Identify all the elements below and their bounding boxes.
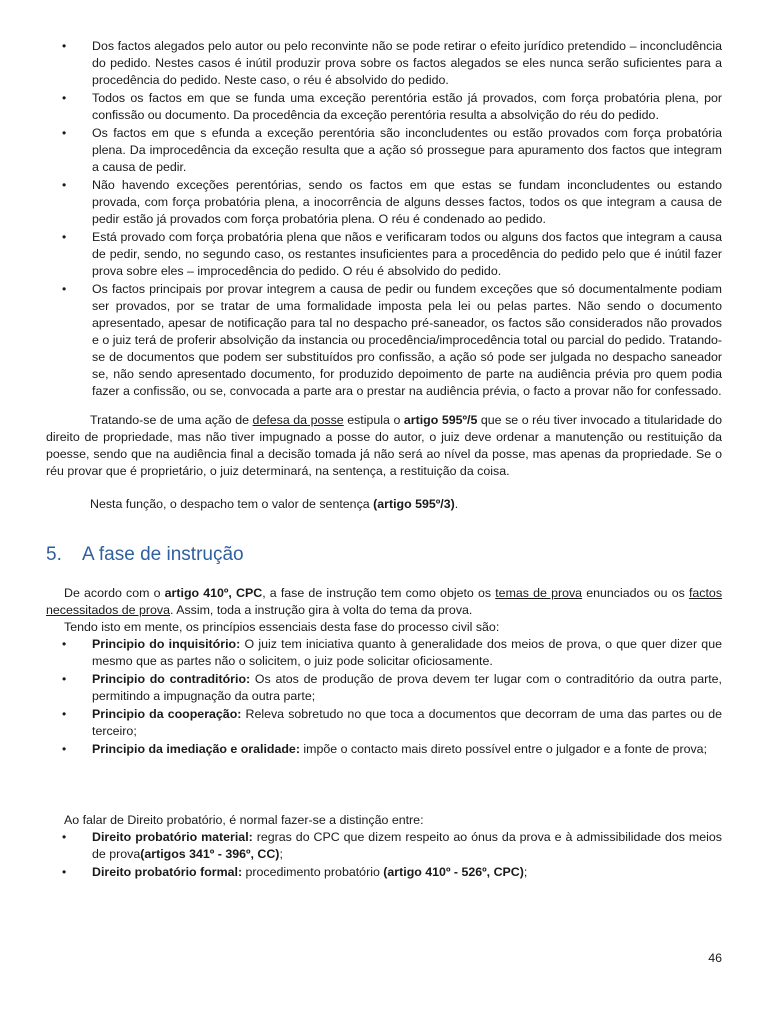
funcao-paragraph: Nesta função, o despacho tem o valor de sentença (artigo 595º/3). bbox=[90, 497, 459, 511]
bullet-icon: • bbox=[62, 830, 67, 844]
bullet-icon: • bbox=[62, 637, 67, 651]
section-title: A fase de instrução bbox=[82, 544, 244, 565]
bullet-icon: • bbox=[62, 230, 67, 244]
page-content bbox=[46, 38, 722, 882]
bullet-icon: • bbox=[62, 178, 67, 192]
list-item: • Principio da imediação e oralidade: impõe o contacto mais direto possível entre o julgador e a fonte de prova; bbox=[62, 742, 708, 756]
distinction-list bbox=[46, 829, 722, 881]
principios-intro: Tendo isto em mente, os princípios essenciais desta fase do processo civil são: bbox=[64, 620, 500, 634]
bullet-icon: • bbox=[62, 126, 67, 140]
instrucao-paragraph: De acordo com o artigo 410º, CPC, a fase de instrução tem como objeto os temas de prova enunciados ou os factos necessitados de prova. Assim, toda a instrução gira à volta do tema da prova. bbox=[46, 586, 723, 617]
page-number: 46 bbox=[708, 951, 722, 965]
consequences-list bbox=[46, 38, 722, 400]
bullet-icon: • bbox=[62, 282, 67, 296]
bullet-icon: • bbox=[62, 91, 67, 105]
list-item: • Não havendo exceções perentórias, sendo os factos em que estas se fundam inconcludentes ou estando provada, com força probatória plena, a inocorrência de alguns desses factos, todos os que integram a causa de pedir estão já provados com força probatória plena. O réu é condenado ao pedido. bbox=[62, 178, 722, 226]
list-item: • Está provado com força probatória plena que nãos e verificaram todos ou alguns dos factos que integram a causa de pedir, sendo, no segundo caso, os restantes insuficientes para a procedência do pedido pelo que é inútil fazer prova sobre eles – improcedência do pedido. O réu é absolvido do pedido. bbox=[62, 230, 722, 278]
list-item: • Principio do inquisitório: O juiz tem iniciativa quanto à generalidade dos meios de prova, o que quer dizer que mesmo que as partes não o solicitem, o juiz pode solicitar oficiosamente. bbox=[62, 637, 722, 668]
list-item: • Todos os factos em que se funda uma exceção perentória estão já provados, com força probatória plena, por confissão ou documento. Da procedência da exceção perentória resulta a absolvição do réu do pedido. bbox=[62, 91, 722, 122]
list-item: • Dos factos alegados pelo autor ou pelo reconvinte não se pode retirar o efeito jurídico pretendido – inconcludência do pedido. Nestes casos é inútil produzir prova sobre os factos alegados se eles nunca serão suficientes para a procedência do pedido. Neste caso, o réu é absolvido do pedido. bbox=[62, 39, 722, 87]
list-item: • Direito probatório material: regras do CPC que dizem respeito ao ónus da prova e à admissibilidade dos meios de prova(artigos 341º - 396º, CC); bbox=[62, 830, 722, 861]
list-item: • Direito probatório formal: procedimento probatório (artigo 410º - 526º, CPC); bbox=[62, 865, 528, 879]
distincao-intro: Ao falar de Direito probatório, é normal fazer-se a distinção entre: bbox=[64, 813, 424, 827]
principles-list bbox=[46, 636, 722, 758]
bullet-icon: • bbox=[62, 742, 67, 756]
section-number: 5. bbox=[46, 544, 62, 565]
bullet-icon: • bbox=[62, 707, 67, 721]
bullet-icon: • bbox=[62, 865, 67, 879]
list-item: • Principio do contraditório: Os atos de produção de prova devem ter lugar com o contraditório da outra parte, permitindo a impugnação da outra parte; bbox=[62, 672, 722, 703]
list-item: • Os factos principais por provar integrem a causa de pedir ou fundem exceções que só documentalmente podiam ser provados, por se tratar de uma formalidade imposta pela lei ou pelas partes. Não sendo o documento apresentado, apesar de notificação para tal no despacho pré-saneador, os factos são considerados não provados e o juiz terá de proferir absolvição da instancia ou procedência/improcedência total ou parcial do pedido. Tratando-se de documentos que podem ser substituídos pro confissão, a ação só pode ser julgada no despacho saneador se, não sendo apresentado documento, for produzido depoimento de parte na audiência prévia pro quem podia fazer a confissão, ou se, convocada a parte ara o prestar na audiência prévia, o facto a provar não for confessado. bbox=[62, 282, 722, 398]
posse-paragraph: Tratando-se de uma ação de defesa da posse estipula o artigo 595º/5 que se o réu tiver invocado a titularidade do direito de propriedade, mas não tiver impugnado a posse do autor, o juiz deve ordenar a manutenção ou restituição da poesse, sendo que na audiência final a decisão tomada já não será ao nível da posse, mas apenas da propriedade. Se o réu provar que é proprietário, o juiz determinará, na sentença, a restituição da coisa. bbox=[46, 413, 722, 478]
bullet-icon: • bbox=[62, 672, 67, 686]
bullet-icon: • bbox=[62, 39, 67, 53]
section-heading bbox=[46, 543, 722, 567]
list-item: • Os factos em que s efunda a exceção perentória são inconcludentes ou estão provados com força probatória plena. Da improcedência da exceção resulta que a ação só prossegue para apuramento dos factos que integram a causa de pedir. bbox=[62, 126, 722, 174]
list-item: • Principio da cooperação: Releva sobretudo no que toca a documentos que decorram de uma das partes ou de terceiro; bbox=[62, 707, 722, 738]
